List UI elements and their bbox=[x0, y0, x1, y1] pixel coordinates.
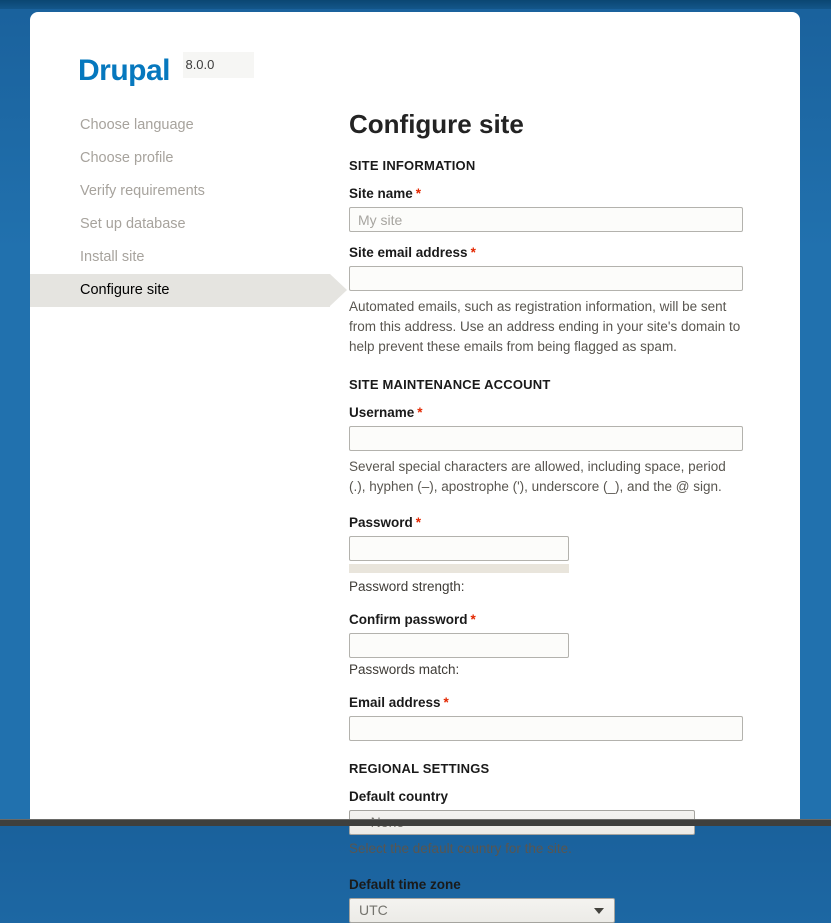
required-marker: * bbox=[415, 515, 422, 530]
password-input[interactable] bbox=[349, 536, 569, 561]
site-name-label: Site name * bbox=[349, 186, 422, 201]
username-description: Several special characters are allowed, including space, period (.), hyphen (–), apostrophe ('), underscore (_), and the @ sign. bbox=[349, 459, 726, 494]
drupal-version: 8.0.0 bbox=[183, 52, 254, 78]
password-label: Password * bbox=[349, 515, 422, 530]
step-verify-requirements: Verify requirements bbox=[80, 183, 205, 199]
install-steps-sidebar bbox=[30, 109, 330, 307]
passwords-match-label: Passwords match: bbox=[349, 662, 460, 677]
step-choose-profile: Choose profile bbox=[80, 150, 174, 166]
site-email-description: Automated emails, such as registration information, will be sent from this address. Use an address ending in your site's domain to help prevent these emails from being flagged as spam. bbox=[349, 299, 741, 354]
drupal-logo bbox=[78, 54, 254, 88]
account-email-input[interactable] bbox=[349, 716, 743, 741]
username-label: Username * bbox=[349, 405, 423, 420]
site-information-heading: SITE INFORMATION bbox=[349, 158, 476, 173]
site-name-input[interactable] bbox=[349, 207, 743, 232]
page-title: Configure site bbox=[349, 109, 524, 139]
window-top-bar bbox=[0, 0, 831, 9]
installer-card bbox=[30, 12, 800, 918]
step-install-site: Install site bbox=[80, 249, 145, 265]
default-timezone-value: UTC bbox=[359, 902, 388, 918]
window-bottom-bar bbox=[0, 819, 831, 826]
required-marker: * bbox=[470, 612, 476, 627]
required-marker: * bbox=[415, 186, 422, 201]
configure-site-form bbox=[349, 110, 743, 923]
step-set-up-database: Set up database bbox=[80, 216, 186, 232]
site-email-input[interactable] bbox=[349, 266, 743, 291]
confirm-password-label: Confirm password * bbox=[349, 612, 476, 627]
password-strength-bar bbox=[349, 564, 569, 573]
maintenance-account-heading: SITE MAINTENANCE ACCOUNT bbox=[349, 377, 551, 392]
default-country-label: Default country bbox=[349, 789, 449, 804]
required-marker: * bbox=[470, 245, 476, 260]
username-input[interactable] bbox=[349, 426, 743, 451]
step-configure-site: Configure site bbox=[30, 274, 330, 307]
confirm-password-input[interactable] bbox=[349, 633, 569, 658]
site-email-label: Site email address * bbox=[349, 245, 476, 260]
password-strength-label: Password strength: bbox=[349, 579, 465, 594]
default-timezone-select[interactable] bbox=[349, 898, 615, 923]
regional-settings-heading: REGIONAL SETTINGS bbox=[349, 761, 490, 776]
step-choose-language: Choose language bbox=[80, 117, 194, 133]
default-timezone-label: Default time zone bbox=[349, 877, 461, 892]
required-marker: * bbox=[443, 695, 449, 710]
drupal-logo-text: Drupal bbox=[78, 54, 171, 87]
required-marker: * bbox=[417, 405, 423, 420]
default-country-description: Select the default country for the site. bbox=[349, 841, 572, 856]
dropdown-arrow-icon bbox=[594, 908, 604, 914]
account-email-label: Email address * bbox=[349, 695, 449, 710]
